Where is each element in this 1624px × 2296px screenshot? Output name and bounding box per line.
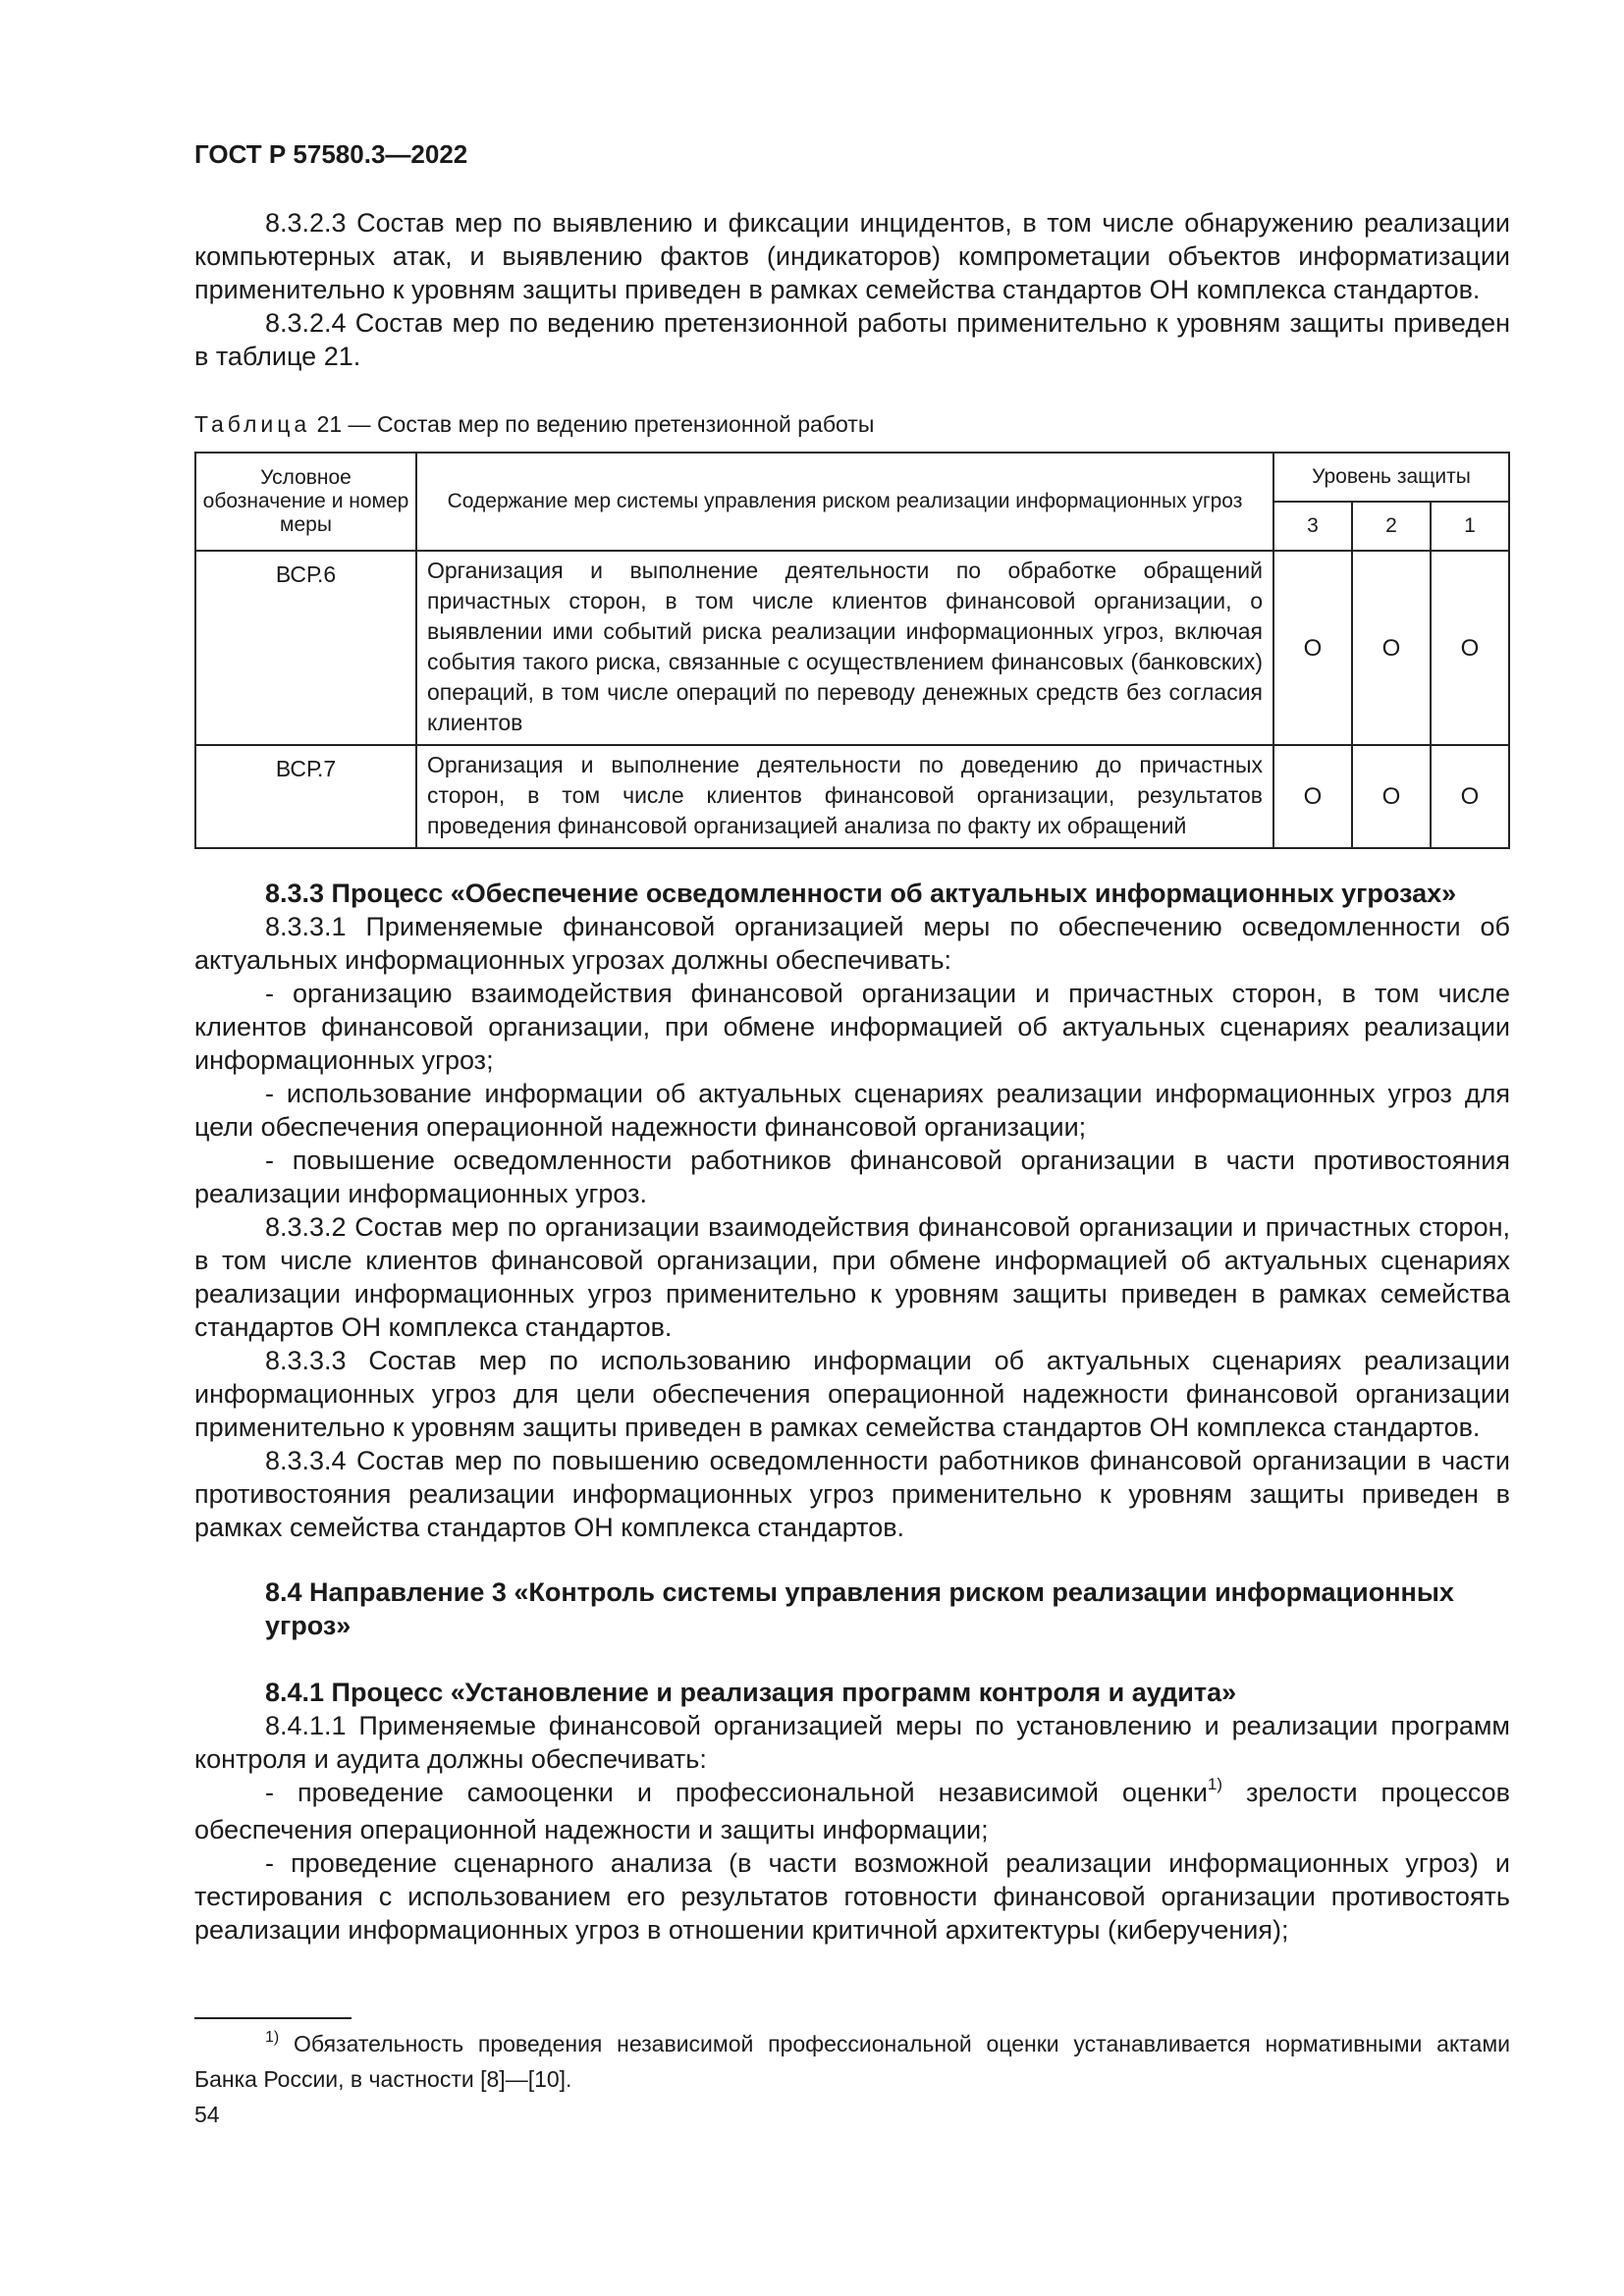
list-item: - повышение осведомленности работников финансовой организации в части противостояния реализации информационных угроз.: [194, 1146, 1510, 1208]
paragraph-8-3-2-3: 8.3.2.3 Состав мер по выявлению и фиксации инцидентов, в том числе обнаружению реализации компьютерных атак, и выявлению фактов (индикаторов) компрометации объектов информатизации применительно к уровням защиты приведен в рамках семейства стандартов ОН комплекса стандартов.: [194, 208, 1510, 304]
table-caption-text: 21 — Состав мер по ведению претензионной работы: [310, 411, 875, 437]
header-level-3: 3: [1273, 502, 1352, 551]
table-row: [195, 745, 1509, 848]
footnote: [194, 2028, 1510, 2096]
heading-8-4: 8.4 Направление 3 «Контроль системы управления риском реализации информационных угроз»: [265, 1577, 1454, 1640]
paragraph-8-3-3-4: 8.3.3.4 Состав мер по повышению осведомленности работников финансовой организации в части противостояния реализации информационных угроз применительно к уровням защиты приведен в рамках семейства стандартов ОН комплекса стандартов.: [194, 1446, 1510, 1542]
list-item-text: - проведение самооценки и профессиональной независимой оценки: [265, 1778, 1208, 1807]
table-row: [195, 551, 1509, 745]
header-level-2: 2: [1352, 502, 1431, 551]
measure-content: Организация и выполнение деятельности по обработке обращений причастных сторон, в том числе клиентов финансовой организации, о выявлении ими событий риска реализации информационных угроз, включая события такого риска, связанные с осуществлением финансовых (банковских) операций, в том числе операций по переводу денежных средств без согласия клиентов: [416, 551, 1273, 745]
paragraph-8-4-1-1: 8.4.1.1 Применяемые финансовой организацией меры по установлению и реализации программ контроля и аудита должны обеспечивать:: [194, 1711, 1510, 1774]
heading-8-4-1: 8.4.1 Процесс «Установление и реализация программ контроля и аудита»: [265, 1678, 1237, 1707]
header-content: Содержание мер системы управления риском реализации информационных угроз: [416, 453, 1273, 551]
table-caption-label: Таблица: [194, 411, 311, 437]
measure-level-3: О: [1273, 745, 1352, 848]
measure-level-1: О: [1431, 551, 1509, 745]
measure-level-2: О: [1352, 745, 1431, 848]
list-item-text: зрелости процессов обеспечения операционной надежности и защиты информации;: [194, 1778, 1510, 1844]
list-item: [194, 1776, 1510, 1846]
paragraph-8-3-3-2: 8.3.3.2 Состав мер по организации взаимодействия финансовой организации и причастных сторон, в том числе клиентов финансовой организации, при обмене информацией об актуальных сценариях реализации информационных угроз применительно к уровням защиты приведен в рамках семейства стандартов ОН комплекса стандартов.: [194, 1212, 1510, 1342]
paragraph-8-3-3-3: 8.3.3.3 Состав мер по использованию информации об актуальных сценариях реализации информационных угроз для цели обеспечения операционной надежности финансовой организации применительно к уровням защиты приведен в рамках семейства стандартов ОН комплекса стандартов.: [194, 1346, 1510, 1442]
measure-content: Организация и выполнение деятельности по доведению до причастных сторон, в том числе клиентов финансовой организации, результатов проведения финансовой организацией анализа по факту их обращений: [416, 745, 1273, 848]
list-item: - проведение сценарного анализа (в части возможной реализации информационных угроз) и тестирования с использованием его результатов готовности финансовой организации противостоять реализации информационных угроз в отношении критичной архитектуры (киберучения);: [194, 1848, 1510, 1945]
footnote-marker: 1): [265, 2029, 280, 2046]
measure-code: ВСР.6: [195, 551, 416, 745]
heading-8-3-3: 8.3.3 Процесс «Обеспечение осведомленности об актуальных информационных угрозах»: [265, 879, 1457, 908]
measure-level-3: О: [1273, 551, 1352, 745]
header-protection-level: Уровень защиты: [1273, 453, 1509, 502]
document-page: [194, 137, 1510, 1947]
document-header: ГОСТ Р 57580.3—2022: [194, 139, 468, 169]
header-code: Условное обозначение и номер меры: [195, 453, 416, 551]
page-number: 54: [194, 2102, 220, 2127]
footnote-separator: [194, 2017, 352, 2019]
measure-level-1: О: [1431, 745, 1509, 848]
footnote-text: Обязательность проведения независимой профессиональной оценки устанавливается нормативными актами Банка России, в частности [8]—[10].: [194, 2031, 1510, 2092]
paragraph-8-3-3-1: 8.3.3.1 Применяемые финансовой организацией меры по обеспечению осведомленности об актуальных информационных угрозах должны обеспечивать:: [194, 912, 1510, 975]
measure-level-2: О: [1352, 551, 1431, 745]
footnote-ref[interactable]: 1): [1207, 1775, 1223, 1793]
measures-table: [194, 452, 1510, 849]
table-header-row: [195, 453, 1509, 502]
table-caption: [194, 410, 1510, 438]
list-item: - использование информации об актуальных сценариях реализации информационных угроз для цели обеспечения операционной надежности финансовой организации;: [194, 1079, 1510, 1142]
paragraph-8-3-2-4: 8.3.2.4 Состав мер по ведению претензионной работы применительно к уровням защиты приведен в таблице 21.: [194, 308, 1510, 371]
header-level-1: 1: [1431, 502, 1509, 551]
measure-code: ВСР.7: [195, 745, 416, 848]
list-item: - организацию взаимодействия финансовой организации и причастных сторон, в том числе клиентов финансовой организации, при обмене информацией об актуальных сценариях реализации информационных угроз;: [194, 979, 1510, 1075]
